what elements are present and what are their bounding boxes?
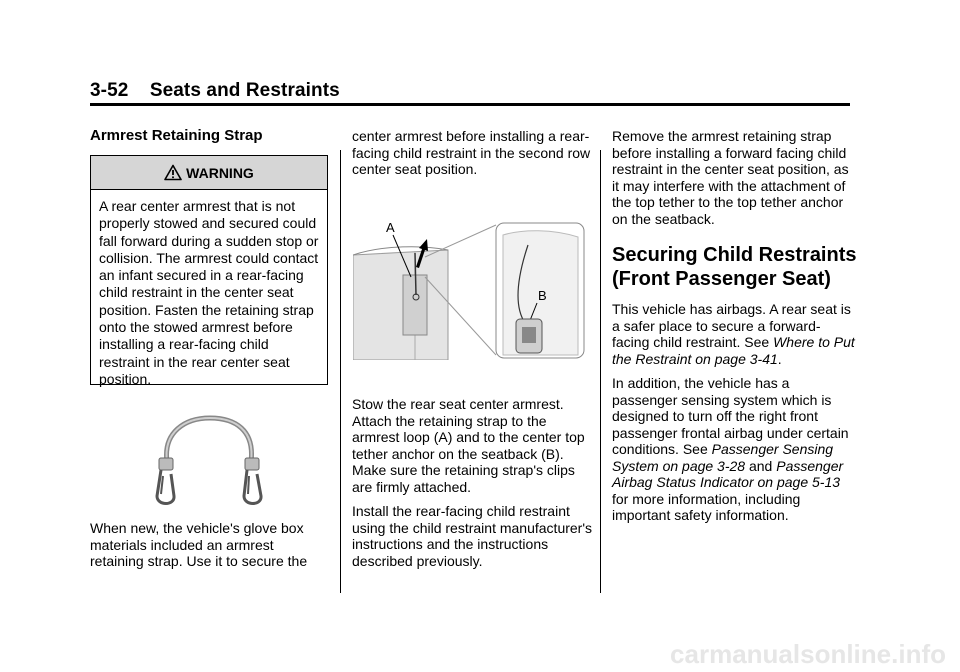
header-rule: [90, 103, 850, 106]
paragraph: Remove the armrest retaining strap before installing a forward facing child restraint in the center seat position, as it may interfere with the attachment of the top tether to the top tether anchor on the seatback.: [612, 128, 849, 227]
page-number: 3-52: [90, 80, 129, 101]
paragraph: center armrest before installing a rear-facing child restraint in the second row center seat position.: [352, 128, 591, 177]
warning-box: [90, 155, 328, 385]
warning-header: [91, 156, 327, 190]
watermark: carmanualsonline.info: [670, 639, 946, 669]
cross-reference-link[interactable]: Passenger Sensing System on page 3-28: [612, 441, 834, 474]
column-divider: [340, 150, 341, 593]
column-3: [612, 128, 857, 532]
column-1-bottom: [90, 520, 330, 578]
paragraph-text: In addition, the vehicle has a passenger sensing system which is designed to turn off the right front passenger frontal airbag under certain conditions. See: [612, 375, 849, 457]
paragraph: When new, the vehicle's glove box materials included an armrest retaining strap. Use it to secure the: [90, 520, 308, 569]
paragraph-text: for more information, including important safety information.: [612, 490, 801, 523]
retaining-strap-illustration: [145, 412, 275, 512]
section-heading: Securing Child Restraints (Front Passenger Seat): [612, 244, 857, 290]
section-heading: Armrest Retaining Strap: [90, 127, 263, 144]
column-divider: [600, 150, 601, 593]
column-1: [90, 128, 330, 145]
page-title: Seats and Restraints: [149, 80, 340, 101]
column-2-top: [352, 128, 592, 186]
page-header: [90, 80, 340, 102]
paragraph: Stow the rear seat center armrest. Attach the retaining strap to the armrest loop (A) and to the center top tether anchor on the seatback (B). Make sure the retaining strap's clips are firmly attached.: [352, 396, 585, 495]
paragraph: Install the rear-facing child restraint using the child restraint manufacturer's instructions and the instructions described previously.: [352, 503, 593, 569]
paragraph: [612, 301, 857, 367]
paragraph-text: This vehicle has airbags. A rear seat is a safer place to secure a forward-facing child restraint. See: [612, 301, 851, 350]
cross-reference-link[interactable]: Passenger Airbag Status Indicator on page 5-13: [612, 457, 844, 490]
cross-reference-link[interactable]: Where to Put the Restraint on page 3-41: [612, 334, 855, 367]
paragraph-text: and: [745, 457, 777, 474]
paragraph-text: .: [777, 350, 782, 367]
figure-label-b: B: [538, 288, 547, 303]
column-2-bottom: [352, 396, 592, 577]
warning-label: WARNING: [186, 164, 254, 181]
paragraph: [612, 375, 857, 524]
warning-text: A rear center armrest that is not properly stowed and secured could fall forward during a sudden stop or collision. The armrest could contact an infant secured in a rear-facing child restraint in the center seat position. Fasten the retaining strap onto the stowed armrest before installing a rear-facing child restraint in the rear center seat position.: [99, 198, 319, 387]
figure-label-a: A: [386, 220, 395, 235]
warning-icon: [164, 164, 182, 181]
armrest-anchor-illustration: [353, 215, 585, 360]
